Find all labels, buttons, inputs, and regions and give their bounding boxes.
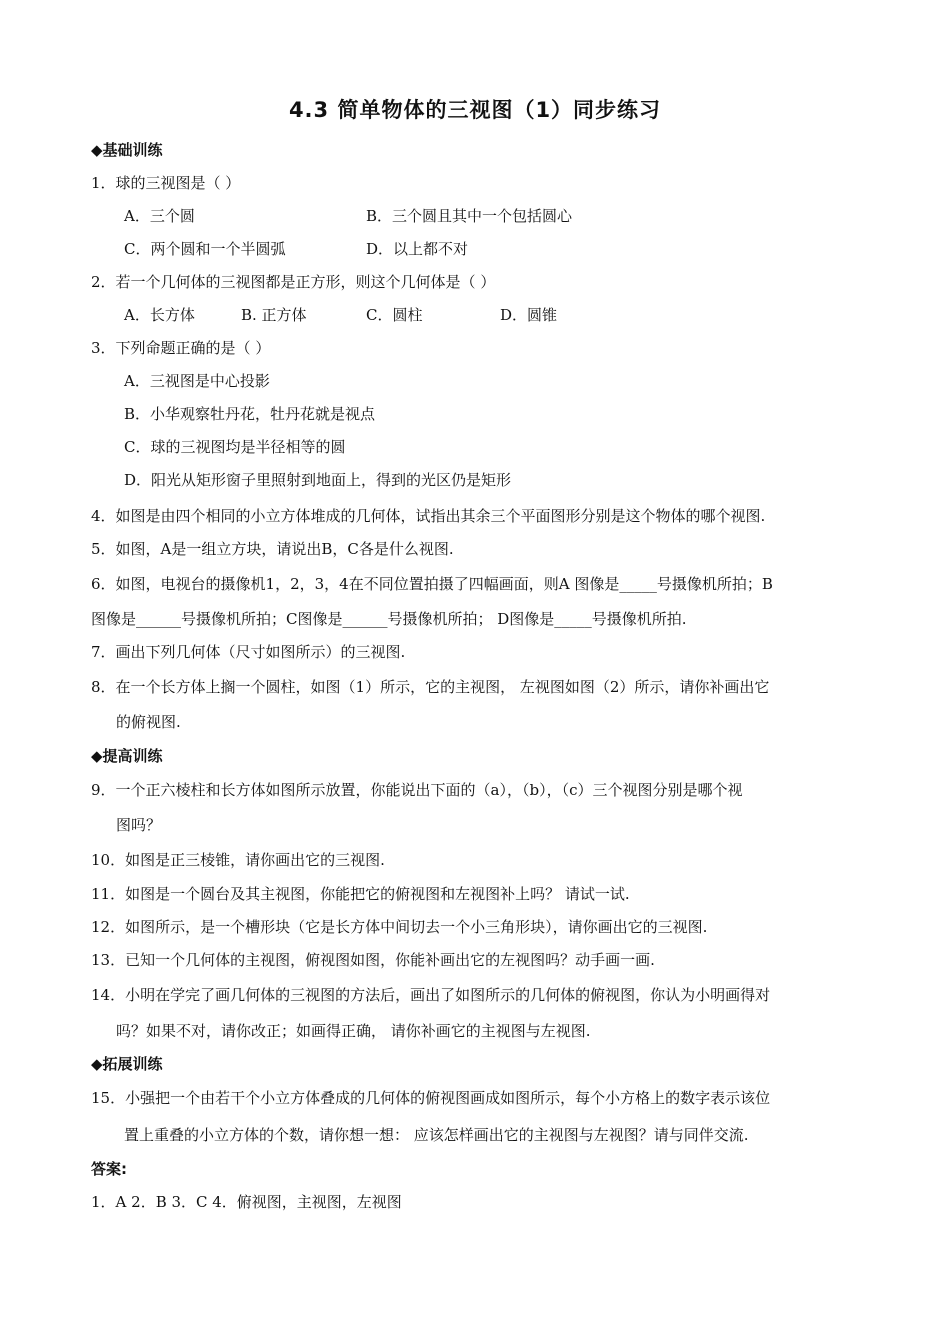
question-14-line-1: 14．小明在学完了画几何体的三视图的方法后，画出了如图所示的几何体的俯视图，你认为小明画得对: [91, 986, 771, 1004]
question-14-line-2: 吗？如果不对，请你改正；如画得正确， 请你补画它的主视图与左视图.: [116, 1022, 591, 1040]
question-1-option-b: B．三个圆且其中一个包括圆心: [366, 207, 573, 225]
question-2-option-b: B. 正方体: [241, 306, 307, 324]
question-3-stem: 3．下列命题正确的是（ ）: [91, 339, 271, 357]
question-6-line-2: 图像是______号摄像机所拍；C图像是______号摄像机所拍； D图像是_____号摄像机所拍.: [91, 610, 687, 628]
question-2-stem: 2．若一个几何体的三视图都是正方形，则这个几何体是（ ）: [91, 273, 496, 291]
page-title: 4.3 简单物体的三视图（1）同步练习: [288, 98, 662, 122]
question-15-line-2: 置上重叠的小立方体的个数，请你想一想： 应该怎样画出它的主视图与左视图？请与同伴交流.: [124, 1126, 749, 1144]
question-13: 13．已知一个几何体的主视图，俯视图如图，你能补画出它的左视图吗？动手画一画.: [91, 951, 655, 969]
question-1-option-d: D．以上都不对: [366, 240, 469, 258]
question-15-line-1: 15．小强把一个由若干个小立方体叠成的几何体的俯视图画成如图所示，每个小方格上的数字表示该位: [91, 1089, 771, 1107]
section-basic-heading: ◆基础训练: [91, 141, 163, 159]
question-5: 5．如图，A是一组立方块，请说出B，C各是什么视图.: [91, 540, 454, 558]
question-10: 10．如图是正三棱锥，请你画出它的三视图.: [91, 851, 385, 869]
question-1-stem: 1．球的三视图是（ ）: [91, 174, 241, 192]
question-9-line-2: 图吗？: [116, 816, 162, 834]
section-extension-heading: ◆拓展训练: [91, 1055, 163, 1073]
question-1-option-a: A．三个圆: [124, 207, 195, 225]
question-3-option-a: A．三视图是中心投影: [124, 372, 270, 390]
question-9-line-1: 9．一个正六棱柱和长方体如图所示放置，你能说出下面的（a），（b），（c）三个视图分别是哪个视: [91, 781, 743, 799]
question-2-option-a: A．长方体: [124, 306, 195, 324]
question-8-line-2: 的俯视图.: [116, 713, 181, 731]
question-3-option-b: B．小华观察牡丹花，牡丹花就是视点: [124, 405, 376, 423]
question-2-option-d: D．圆锥: [500, 306, 558, 324]
question-6-line-1: 6．如图，电视台的摄像机1，2，3，4在不同位置拍摄了四幅画面，则A 图像是_____号摄像机所拍；B: [91, 575, 773, 593]
question-11: 11．如图是一个圆台及其主视图，你能把它的俯视图和左视图补上吗？ 请试一试.: [91, 885, 630, 903]
section-advanced-heading: ◆提高训练: [91, 747, 163, 765]
question-12: 12．如图所示，是一个槽形块（它是长方体中间切去一个小三角形块），请你画出它的三视图.: [91, 918, 708, 936]
question-7: 7．画出下列几何体（尺寸如图所示）的三视图.: [91, 643, 406, 661]
question-3-option-c: C．球的三视图均是半径相等的圆: [124, 438, 346, 456]
question-2-option-c: C．圆柱: [366, 306, 423, 324]
answers-line: 1．A 2．B 3．C 4．俯视图，主视图，左视图: [91, 1193, 402, 1211]
question-1-option-c: C．两个圆和一个半圆弧: [124, 240, 286, 258]
question-8-line-1: 8．在一个长方体上搁一个圆柱，如图（1）所示，它的主视图， 左视图如图（2）所示，请你补画出它: [91, 678, 770, 696]
question-4: 4．如图是由四个相同的小立方体堆成的几何体，试指出其余三个平面图形分别是这个物体的哪个视图.: [91, 507, 766, 525]
answers-heading: 答案:: [91, 1160, 127, 1178]
question-3-option-d: D．阳光从矩形窗子里照射到地面上，得到的光区仍是矩形: [124, 471, 512, 489]
